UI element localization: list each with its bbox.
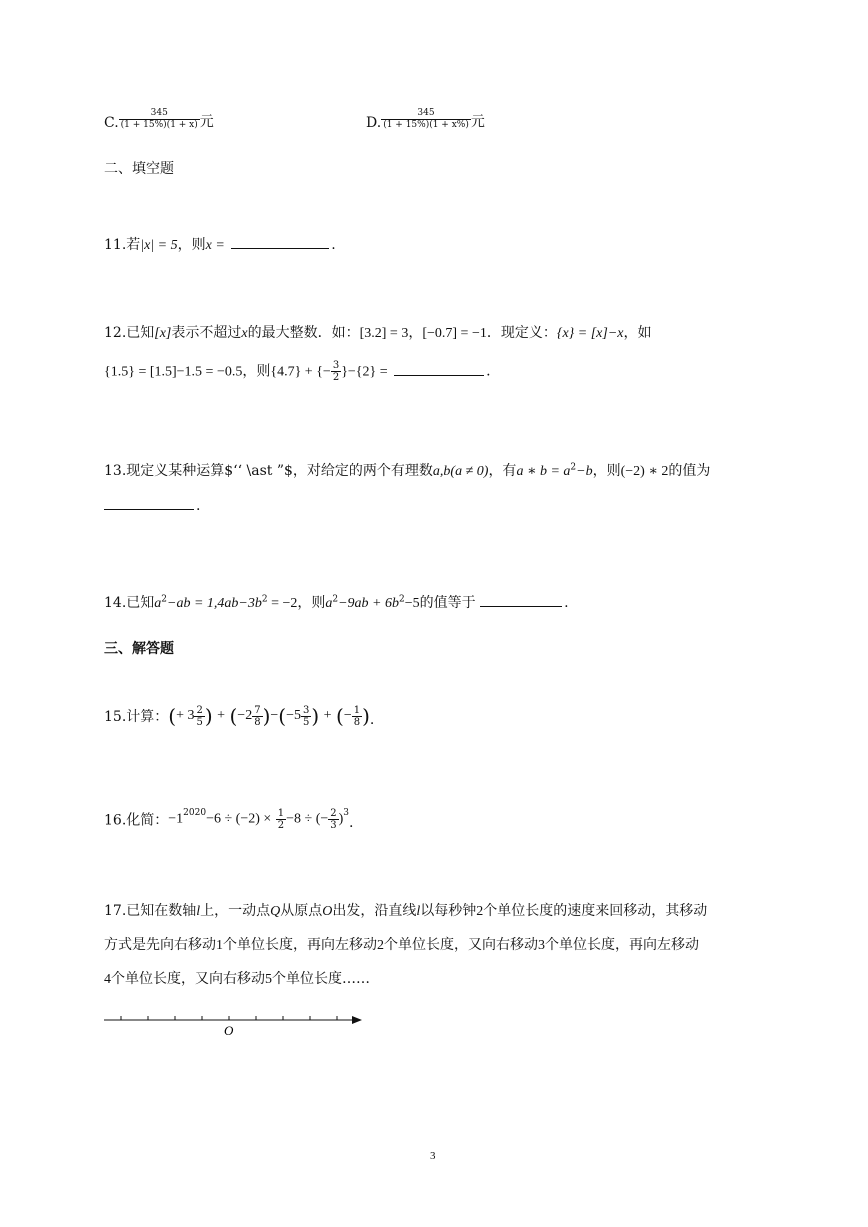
q12-text-g: ．现定义： — [486, 325, 557, 341]
q16-term-c: −8 ÷ (− — [286, 811, 329, 827]
number-line-origin-label: O — [224, 1023, 234, 1038]
q11-mid: ，则 — [177, 237, 206, 253]
number-line-arrow — [352, 1016, 362, 1024]
q12-end: . — [486, 363, 491, 380]
q11-answer-blank[interactable] — [231, 247, 329, 249]
q12-then: ，则 — [242, 363, 271, 380]
q13-text-f: ，则 — [592, 463, 621, 479]
option-d-numerator: 345 — [381, 108, 471, 120]
q11-expr: |x| = 5 — [140, 238, 178, 253]
q16-term-a-sup: 2020 — [183, 808, 207, 818]
q15-term3-frac — [301, 705, 311, 728]
q13-operation: a ∗ b = a — [516, 464, 571, 479]
q13-text-h: 的值为 — [668, 463, 711, 479]
q15-term2: −2 — [237, 708, 253, 723]
q15-t1-den: 5 — [196, 716, 203, 728]
question-13 — [104, 460, 710, 480]
q14-answer-blank[interactable] — [480, 605, 562, 607]
q17-text-g: 出发，沿直线 — [332, 903, 417, 919]
q13-op-sup: 2 — [570, 462, 577, 473]
q13-answer-blank[interactable] — [104, 508, 194, 510]
q16-f1-den: 2 — [277, 820, 285, 831]
q12-frac-den: 2 — [332, 372, 340, 383]
q17-l3-d: 个单位长度…… — [272, 971, 370, 987]
option-c-label: C. — [104, 115, 119, 131]
q14-cond-value: = −2 — [267, 596, 298, 611]
question-16 — [104, 808, 353, 831]
page-number: 3 — [430, 1150, 436, 1162]
q15-term4: − — [343, 708, 352, 723]
q17-l3-c: 5 — [265, 972, 272, 987]
q12-frac-num: 3 — [332, 360, 340, 371]
q15-prefix: 15.计算： — [104, 709, 169, 725]
q16-term-a: −1 — [168, 811, 184, 827]
q17-point-o: O — [322, 904, 333, 919]
option-c — [104, 108, 214, 131]
q12-fraction — [331, 360, 341, 383]
q17-point-q: Q — [270, 904, 281, 919]
q15-paren-open-3: ( — [278, 704, 287, 728]
option-d-denominator: (1 + 15%)(1 + x%) — [383, 120, 469, 130]
q17-line-l-2: l — [416, 904, 421, 919]
question-17-line-2 — [104, 934, 699, 954]
q17-speed: 2 — [476, 904, 484, 919]
q17-text-a: 17.已知在数轴 — [104, 903, 197, 919]
q14-target-end: −5 — [404, 596, 420, 611]
q16-frac-2 — [328, 808, 338, 831]
q14-b-sup: 2 — [261, 594, 268, 605]
q14-end: . — [564, 595, 569, 611]
option-c-unit: 元 — [199, 114, 214, 130]
q15-t1-num: 2 — [196, 704, 203, 716]
q14-a: a — [154, 596, 162, 611]
q17-l2-g: 个单位长度，再向左移动 — [545, 937, 699, 953]
q17-text-k: 个单位长度的速度来回移动，其移动 — [483, 903, 708, 919]
q15-paren-close-2: ) — [262, 704, 271, 728]
q15-t4-num: 1 — [353, 704, 361, 716]
q12-expr-start: {4.7} + {− — [270, 364, 331, 380]
q15-op1: + — [217, 708, 226, 723]
q11-var: x = — [205, 238, 225, 253]
q17-l2-b: 1 — [216, 938, 223, 953]
q15-paren-open-1: ( — [168, 704, 177, 728]
q15-t3-num: 3 — [303, 704, 310, 716]
q15-term1-frac — [194, 705, 204, 728]
question-17-line-3 — [104, 968, 370, 988]
q16-frac-1 — [276, 808, 286, 831]
q15-op2: − — [270, 708, 279, 723]
q15-end: . — [369, 712, 375, 728]
q17-text-i: 以每秒钟 — [420, 903, 477, 919]
q17-text-c: 上，一动点 — [200, 903, 271, 919]
q17-l3-a: 4 — [104, 972, 111, 987]
option-d — [366, 108, 485, 131]
option-c-numerator: 345 — [119, 108, 200, 120]
q12-floor-x: [x] — [154, 326, 172, 341]
q16-end: . — [349, 815, 354, 831]
number-line — [100, 1008, 370, 1040]
q16-term-d: ) — [338, 811, 344, 827]
q14-target-a: a — [325, 596, 333, 611]
q14-target-b-sup: 2 — [399, 594, 405, 605]
q13-end: . — [196, 498, 201, 514]
question-14 — [104, 592, 569, 612]
q13-expr: (−2) ∗ 2 — [620, 464, 669, 479]
section-heading-solve: 三、解答题 — [104, 641, 174, 657]
q17-l2-f: 3 — [538, 938, 545, 953]
q16-term-d-sup: 3 — [343, 808, 350, 818]
q17-l2-c: 个单位长度，再向左移动 — [223, 937, 377, 953]
q16-term-b: −6 ÷ (−2) × — [206, 811, 272, 827]
q14-cond: −ab = 1,4ab−3b — [167, 596, 262, 611]
q13-text-a: 13.现定义某种运算$‘‘ \ast ”$，对给定的两个有理数 — [104, 463, 433, 479]
q16-f2-num: 2 — [330, 808, 337, 819]
q17-line-l: l — [196, 904, 201, 919]
q15-t2-den: 8 — [254, 716, 261, 728]
q14-target-mid: −9ab + 6b — [338, 596, 400, 611]
q17-l2-e: 个单位长度，又向右移动 — [384, 937, 538, 953]
q14-text-e: ，则 — [297, 595, 326, 611]
q15-op3: + — [323, 708, 332, 723]
q15-paren-close-3: ) — [311, 704, 320, 728]
q17-l2-d: 2 — [377, 938, 384, 953]
q17-l2-a: 方式是先向右移动 — [104, 937, 216, 953]
question-17-line-1 — [104, 900, 707, 920]
q12-text-e: 的最大整数．如： — [247, 325, 360, 341]
q16-f2-den: 3 — [330, 820, 337, 831]
option-c-fraction — [119, 108, 200, 131]
q17-text-e: 从原点 — [280, 903, 323, 919]
q15-term3: −5 — [286, 708, 302, 723]
q12-text-a: 12.已知 — [104, 325, 155, 341]
q13-vars: a,b(a ≠ 0) — [432, 464, 489, 479]
q15-t2-num: 7 — [254, 704, 261, 716]
q12-example-2: {1.5} = [1.5]−1.5 = −0.5 — [104, 364, 243, 380]
q16-prefix: 16.化简： — [104, 812, 169, 829]
option-d-unit: 元 — [470, 114, 485, 130]
q15-paren-close-1: ) — [204, 704, 213, 728]
q12-text-i: ，如 — [623, 325, 652, 341]
q15-paren-open-4: ( — [336, 704, 344, 728]
q17-l3-b: 个单位长度，又向右移动 — [111, 971, 265, 987]
question-12-line-1 — [104, 322, 651, 342]
q13-text-c: ，有 — [488, 463, 517, 479]
option-d-label: D. — [366, 115, 382, 131]
q15-term2-frac — [252, 705, 262, 728]
q14-target-a-sup: 2 — [332, 594, 339, 605]
q12-text-c: 表示不超过 — [171, 325, 242, 341]
q15-t3-den: 5 — [303, 716, 310, 728]
q15-term1: + 3 — [176, 708, 195, 723]
q12-definition: {x} = [x]−x — [556, 326, 624, 341]
q11-end: . — [331, 237, 336, 253]
q11-prefix: 11.若 — [104, 237, 141, 253]
q12-answer-blank[interactable] — [394, 374, 484, 376]
question-13-line-2 — [104, 498, 200, 514]
question-11 — [104, 234, 336, 254]
q16-f1-num: 1 — [277, 808, 285, 819]
q15-paren-close-4: ) — [362, 704, 370, 728]
q14-text-i: 的值等于 — [419, 595, 476, 611]
option-c-denominator: (1 + 15%)(1 + x) — [120, 120, 198, 130]
question-15 — [104, 704, 374, 728]
number-line-ticks — [121, 1016, 337, 1020]
q12-expr-end: }−{2} = — [341, 364, 388, 380]
q15-t4-den: 8 — [353, 716, 361, 728]
question-12-line-2 — [104, 360, 491, 383]
q13-op-tail: −b — [576, 464, 593, 479]
q12-examples: [3.2] = 3，[−0.7] = −1 — [359, 326, 487, 341]
q15-term4-frac — [352, 705, 362, 728]
option-d-fraction — [381, 108, 471, 131]
q14-a-sup: 2 — [161, 594, 167, 605]
q14-text-a: 14.已知 — [104, 595, 155, 611]
section-heading-fill-blank: 二、填空题 — [104, 161, 174, 177]
q15-paren-open-2: ( — [229, 704, 238, 728]
q12-var-x: x — [241, 326, 248, 341]
